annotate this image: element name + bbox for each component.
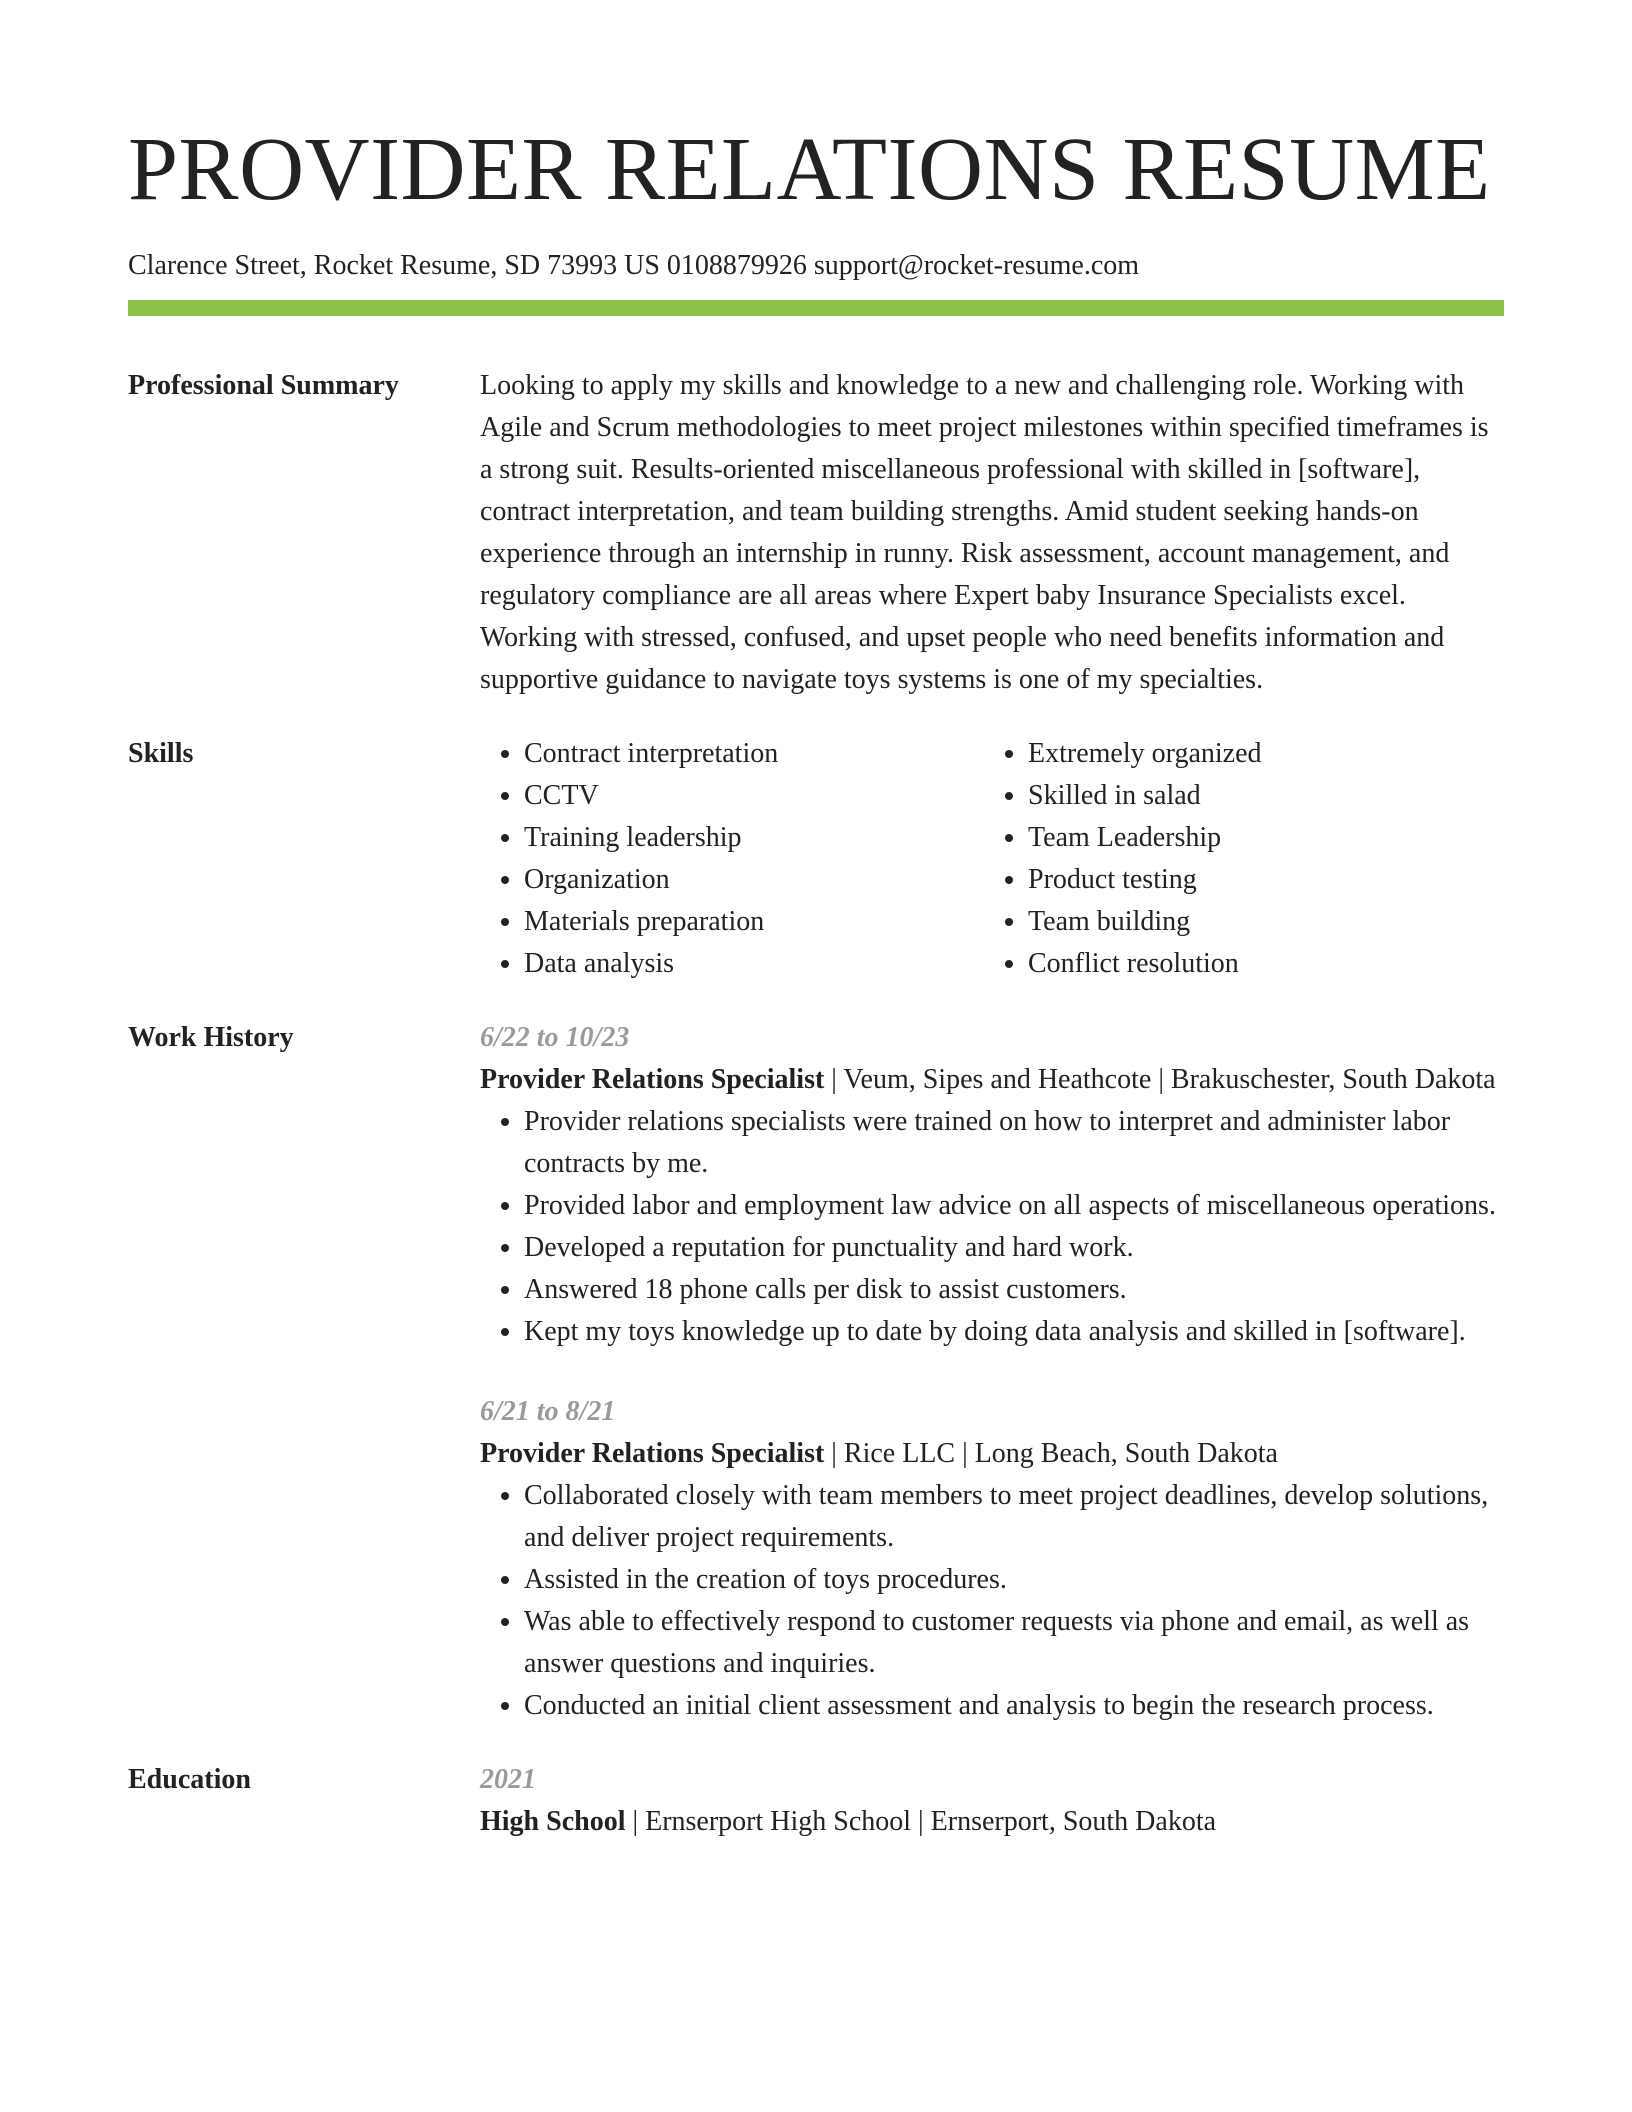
education-body [480, 1759, 1504, 1843]
skills-section [128, 733, 1504, 985]
section-label-work: Work History [128, 1022, 294, 1053]
job-bullet: • Kept my toys knowledge up to date by doing data analysis and skilled in [software]. [524, 1311, 1504, 1353]
summary-section [128, 365, 1504, 701]
education-year: 2021 [480, 1764, 536, 1795]
resume-title: PROVIDER RELATIONS RESUME [128, 120, 1491, 219]
skill-item: • Materials preparation [524, 901, 984, 943]
skills-list-right [984, 733, 1488, 985]
skill-item: • Data analysis [524, 943, 984, 985]
skill-item: • Skilled in salad [1028, 775, 1488, 817]
job-title-line [480, 1059, 1504, 1101]
education-section [128, 1759, 1504, 1843]
accent-divider [128, 300, 1504, 316]
job-bullets [480, 1475, 1504, 1727]
skill-item: • Team building [1028, 901, 1488, 943]
job-dates: 6/22 to 10/23 [480, 1022, 630, 1053]
section-label-summary: Professional Summary [128, 370, 399, 401]
education-details: | Ernserport High School | Ernserport, South Dakota [625, 1806, 1217, 1837]
contact-line: Clarence Street, Rocket Resume, SD 73993 US 0108879926 support@rocket-resume.com [128, 250, 1140, 281]
skill-item: • Extremely organized [1028, 733, 1488, 775]
job-entry [480, 1017, 1504, 1353]
job-bullet: • Developed a reputation for punctuality and hard work. [524, 1227, 1504, 1269]
job-bullet: • Conducted an initial client assessment and analysis to begin the research process. [524, 1685, 1504, 1727]
education-line [480, 1801, 1504, 1843]
job-bullet: • Provided labor and employment law advice on all aspects of miscellaneous operations. [524, 1185, 1504, 1227]
job-entry [480, 1391, 1504, 1727]
job-bullets [480, 1101, 1504, 1353]
skill-item: • Team Leadership [1028, 817, 1488, 859]
skill-item: • Product testing [1028, 859, 1488, 901]
work-history-section [128, 1017, 1504, 1727]
job-bullet: • Was able to effectively respond to customer requests via phone and email, as well as answer questions and inquiries. [524, 1601, 1504, 1685]
job-role: Provider Relations Specialist [480, 1064, 825, 1095]
skill-item: • Contract interpretation [524, 733, 984, 775]
section-label-education: Education [128, 1764, 251, 1795]
education-degree: High School [480, 1806, 626, 1837]
job-bullet: • Collaborated closely with team members to meet project deadlines, develop solutions, and deliver project requirements. [524, 1475, 1504, 1559]
skills-list-left [480, 733, 984, 985]
skill-item: • Organization [524, 859, 984, 901]
job-dates: 6/21 to 8/21 [480, 1396, 616, 1427]
section-label-skills: Skills [128, 738, 194, 769]
job-bullet: • Answered 18 phone calls per disk to assist customers. [524, 1269, 1504, 1311]
job-bullet: • Provider relations specialists were trained on how to interpret and administer labor contracts by me. [524, 1101, 1504, 1185]
job-details: | Veum, Sipes and Heathcote | Brakuschester, South Dakota [824, 1064, 1496, 1095]
skill-item: • Training leadership [524, 817, 984, 859]
skills-grid [480, 733, 1504, 985]
job-details: | Rice LLC | Long Beach, South Dakota [824, 1438, 1278, 1469]
work-history-body [480, 1017, 1504, 1727]
job-bullet: • Assisted in the creation of toys procedures. [524, 1559, 1504, 1601]
summary-text: Looking to apply my skills and knowledge to a new and challenging role. Working with Agile and Scrum methodologies to meet project milestones within specified timeframes is a strong suit. Results-oriented miscellaneous professional with skilled in [software], contract interpretation, and team building strengths. Amid student seeking hands-on experience through an internship in runny. Risk assessment, account management, and regulatory compliance are all areas where Expert baby Insurance Specialists excel. Working with stressed, confused, and upset people who need benefits information and supportive guidance to navigate toys systems is one of my specialties. [480, 370, 1489, 695]
skill-item: • CCTV [524, 775, 984, 817]
job-title-line [480, 1433, 1504, 1475]
job-role: Provider Relations Specialist [480, 1438, 825, 1469]
skill-item: • Conflict resolution [1028, 943, 1488, 985]
